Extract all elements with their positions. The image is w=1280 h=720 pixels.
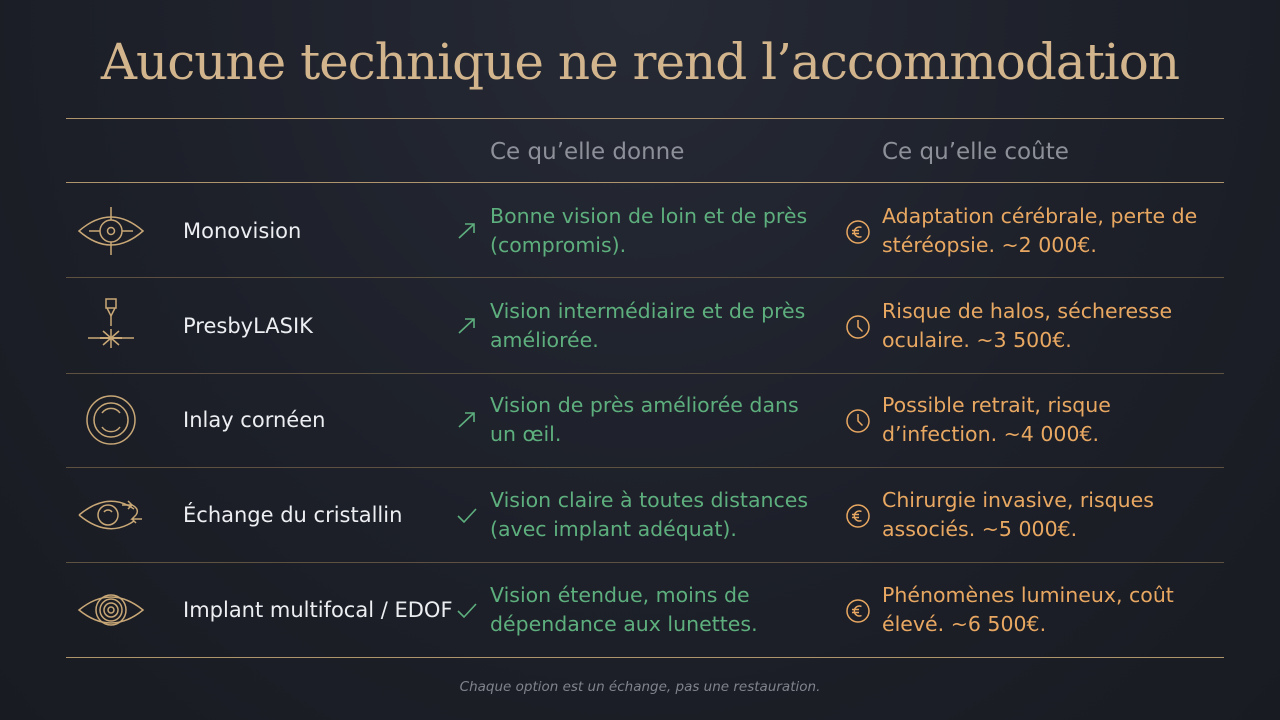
column-header-gives: Ce qu’elle donne	[490, 139, 685, 165]
laser-icon	[76, 296, 146, 356]
ring-icon	[76, 390, 146, 450]
gain-text: Vision intermédiaire et de près améliorée.	[490, 299, 806, 352]
eye-target-icon	[76, 201, 146, 261]
row-label: Monovision	[183, 219, 302, 243]
row-label: Échange du cristallin	[183, 503, 403, 527]
euro-icon	[845, 503, 871, 529]
table-row-inlay	[66, 373, 1224, 467]
table-row-monovision	[66, 184, 1224, 278]
table-row-presbylasik	[66, 279, 1224, 373]
euro-icon	[845, 219, 871, 245]
row-label: PresbyLASIK	[183, 314, 313, 338]
cost-text: Adaptation cérébrale, perte de stéréopsie. ~2 000€.	[882, 204, 1198, 257]
row-label: Implant multifocal / EDOF	[183, 598, 453, 622]
footer-note: Chaque option est un échange, pas une restauration.	[459, 679, 821, 695]
arrow-up-right-icon	[454, 314, 480, 338]
arrow-up-right-icon	[454, 219, 480, 243]
clock-icon	[845, 408, 871, 434]
eye-exchange-icon	[76, 485, 146, 545]
table-row-lens-exchange	[66, 468, 1224, 562]
row-divider	[66, 277, 1224, 278]
cost-text: Phénomènes lumineux, coût élevé. ~6 500€.	[882, 583, 1174, 636]
cost-text: Risque de halos, sécheresse oculaire. ~3 500€.	[882, 299, 1173, 352]
page-title: Aucune technique ne rend l’accommodation	[100, 33, 1180, 91]
gain-text: Vision claire à toutes distances (avec implant adéquat).	[490, 488, 809, 541]
cost-text: Chirurgie invasive, risques associés. ~5 000€.	[882, 488, 1154, 541]
check-icon	[454, 503, 480, 527]
bottom-rule	[66, 657, 1224, 658]
clock-icon	[845, 314, 871, 340]
column-header-costs: Ce qu’elle coûte	[882, 139, 1069, 165]
check-icon	[454, 598, 480, 622]
gain-text: Vision de près améliorée dans un œil.	[490, 393, 799, 446]
top-rule	[66, 118, 1224, 119]
table-row-multifocal	[66, 563, 1224, 657]
arrow-up-right-icon	[454, 408, 480, 432]
cost-text: Possible retrait, risque d’infection. ~4 000€.	[882, 393, 1111, 446]
eye-rings-icon	[76, 580, 146, 640]
row-label: Inlay cornéen	[183, 408, 326, 432]
gain-text: Vision étendue, moins de dépendance aux lunettes.	[490, 583, 758, 636]
gain-text: Bonne vision de loin et de près (compromis).	[490, 204, 808, 257]
header-rule	[66, 182, 1224, 183]
euro-icon	[845, 598, 871, 624]
